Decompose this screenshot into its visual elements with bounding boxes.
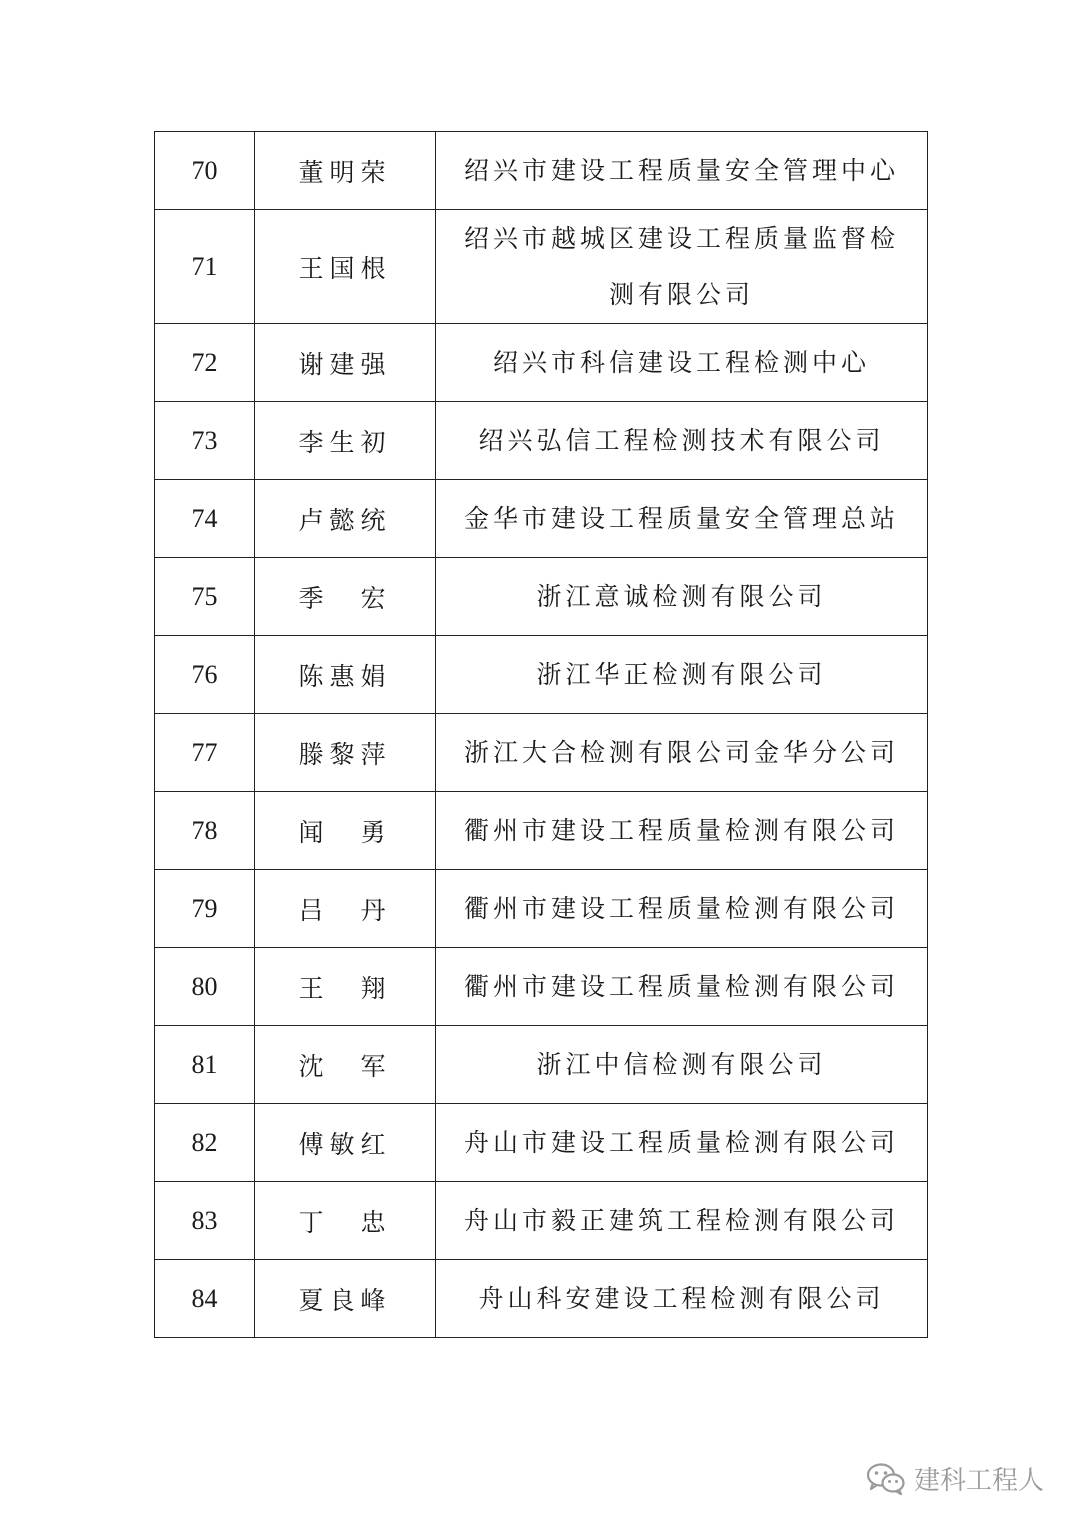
organization: 浙江意诚检测有限公司 (436, 558, 928, 636)
row-number: 74 (155, 480, 255, 558)
roster-table (154, 131, 928, 1338)
person-name: 闻 勇 (255, 792, 436, 870)
table-row (155, 324, 928, 402)
person-name: 夏良峰 (255, 1260, 436, 1338)
table-row (155, 1182, 928, 1260)
organization: 衢州市建设工程质量检测有限公司 (436, 870, 928, 948)
organization: 衢州市建设工程质量检测有限公司 (436, 792, 928, 870)
table-row (155, 870, 928, 948)
person-name: 吕 丹 (255, 870, 436, 948)
table-row (155, 210, 928, 324)
organization: 浙江大合检测有限公司金华分公司 (436, 714, 928, 792)
row-number: 71 (155, 210, 255, 324)
row-number: 79 (155, 870, 255, 948)
organization: 绍兴市建设工程质量安全管理中心 (436, 132, 928, 210)
person-name: 王国根 (255, 210, 436, 324)
person-name: 滕黎萍 (255, 714, 436, 792)
row-number: 80 (155, 948, 255, 1026)
person-name: 傅敏红 (255, 1104, 436, 1182)
organization: 舟山市毅正建筑工程检测有限公司 (436, 1182, 928, 1260)
person-name: 李生初 (255, 402, 436, 480)
person-name: 丁 忠 (255, 1182, 436, 1260)
organization (436, 210, 928, 324)
organization: 舟山市建设工程质量检测有限公司 (436, 1104, 928, 1182)
table-row (155, 1260, 928, 1338)
roster-table-container (154, 131, 927, 1338)
table-row (155, 558, 928, 636)
row-number: 75 (155, 558, 255, 636)
row-number: 76 (155, 636, 255, 714)
person-name: 卢懿统 (255, 480, 436, 558)
wechat-icon (866, 1462, 906, 1496)
person-name: 谢建强 (255, 324, 436, 402)
organization: 浙江华正检测有限公司 (436, 636, 928, 714)
row-number: 81 (155, 1026, 255, 1104)
organization: 绍兴市科信建设工程检测中心 (436, 324, 928, 402)
person-name: 董明荣 (255, 132, 436, 210)
table-row (155, 636, 928, 714)
table-row (155, 480, 928, 558)
table-row (155, 132, 928, 210)
organization-text: 绍兴市越城区建设工程质量监督检测有限公司 (463, 223, 899, 309)
wechat-watermark (866, 1460, 1044, 1497)
row-number: 84 (155, 1260, 255, 1338)
person-name: 沈 军 (255, 1026, 436, 1104)
row-number: 83 (155, 1182, 255, 1260)
table-row (155, 792, 928, 870)
person-name: 陈惠娟 (255, 636, 436, 714)
person-name: 季 宏 (255, 558, 436, 636)
organization: 绍兴弘信工程检测技术有限公司 (436, 402, 928, 480)
organization: 浙江中信检测有限公司 (436, 1026, 928, 1104)
row-number: 73 (155, 402, 255, 480)
row-number: 72 (155, 324, 255, 402)
table-row (155, 714, 928, 792)
table-row (155, 948, 928, 1026)
row-number: 70 (155, 132, 255, 210)
organization: 舟山科安建设工程检测有限公司 (436, 1260, 928, 1338)
watermark-text: 建科工程人 (913, 1466, 1044, 1496)
organization: 衢州市建设工程质量检测有限公司 (436, 948, 928, 1026)
row-number: 77 (155, 714, 255, 792)
row-number: 82 (155, 1104, 255, 1182)
organization: 金华市建设工程质量安全管理总站 (436, 480, 928, 558)
table-row (155, 1026, 928, 1104)
table-row (155, 1104, 928, 1182)
table-row (155, 402, 928, 480)
row-number: 78 (155, 792, 255, 870)
person-name: 王 翔 (255, 948, 436, 1026)
